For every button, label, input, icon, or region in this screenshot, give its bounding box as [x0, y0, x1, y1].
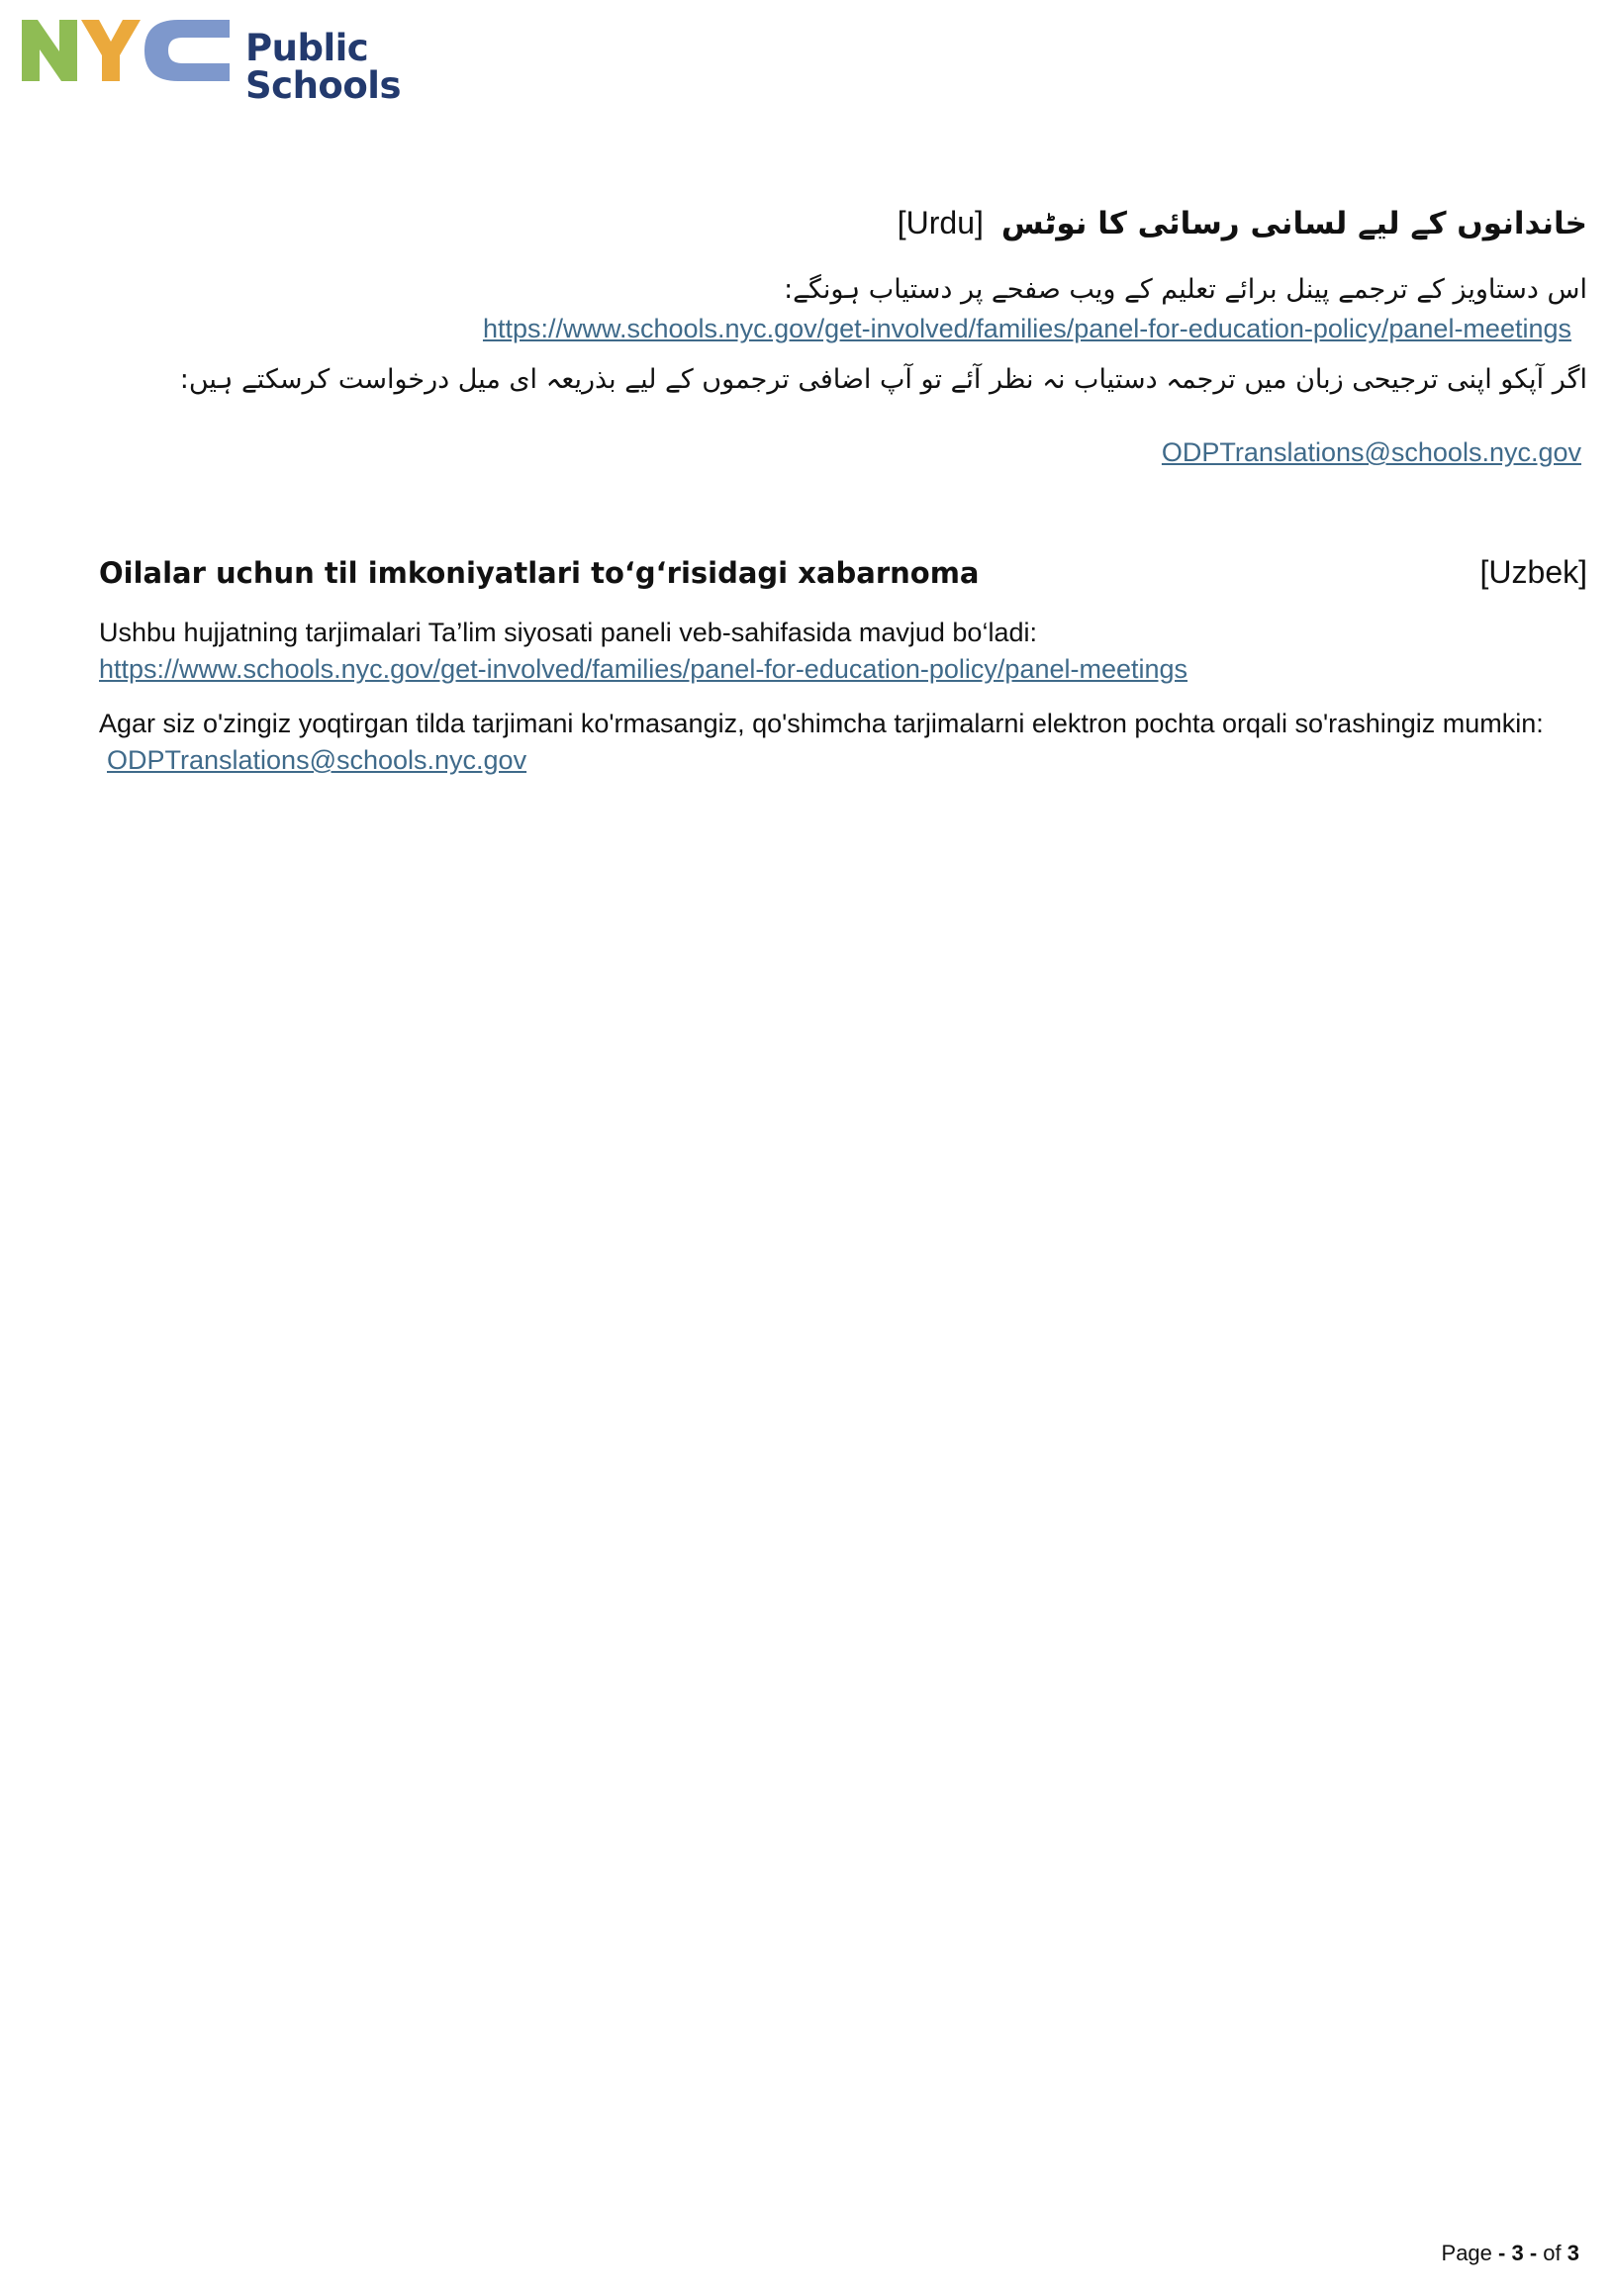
current-page: 3 [1511, 2241, 1524, 2265]
total-pages: 3 [1566, 2241, 1579, 2265]
uzbek-heading [99, 550, 1587, 595]
logo-wordmark [245, 27, 401, 107]
uzbek-language-tag: [Uzbek] [1479, 554, 1587, 590]
logo-line-public: Public [245, 27, 369, 69]
urdu-notice-section [99, 198, 1587, 476]
uzbek-email-link[interactable]: ODPTranslations@schools.nyc.gov [107, 745, 527, 775]
urdu-email-link[interactable]: ODPTranslations@schools.nyc.gov [1161, 437, 1581, 467]
nyc-public-schools-logo [20, 16, 401, 107]
urdu-title: خاندانوں کے لیے لسانی رسائی کا نوٹس [1000, 206, 1587, 241]
urdu-panel-meetings-link[interactable]: https://www.schools.nyc.gov/get-involved/families/panel-for-education-policy/panel-meetings [482, 314, 1571, 343]
urdu-language-tag: [Urdu] [897, 205, 984, 240]
uzbek-panel-meetings-link[interactable]: https://www.schools.nyc.gov/get-involved/families/panel-for-education-policy/panel-meetings [99, 654, 1188, 684]
page-label: Page [1441, 2241, 1492, 2265]
uzbek-title: Oilalar uchun til imkoniyatlari to‘g‘risidagi xabarnoma [99, 556, 980, 590]
page-separator: - [1491, 2241, 1512, 2265]
page-number [1442, 2241, 1579, 2266]
urdu-line-translations: اس دستاویز کے ترجمے پینل برائے تعلیم کے ویب صفحے پر دستیاب ہونگے: [784, 274, 1587, 305]
uzbek-line-request: Agar siz o'zingiz yoqtirgan tilda tarjimani ko'rmasangiz, qo'shimcha tarjimalarni elektron pochta orqali so'rashingiz mumkin: [99, 709, 1544, 738]
logo-line-schools: Schools [245, 64, 401, 107]
nyc-logo-icon [20, 16, 233, 85]
urdu-heading [99, 198, 1587, 248]
urdu-line-request: اگر آپکو اپنی ترجیحی زبان میں ترجمہ دستیاب نہ نظر آئے تو آپ اضافی ترجموں کے لیے بذریعہ ای میل درخواست کرسکتے ہیں: [179, 364, 1587, 395]
uzbek-notice-section [99, 550, 1587, 779]
uzbek-line-translations: Ushbu hujjatning tarjimalari Ta’lim siyosati paneli veb-sahifasida mavjud bo‘ladi: [99, 618, 1037, 647]
page-separator-of: - of [1523, 2241, 1567, 2265]
